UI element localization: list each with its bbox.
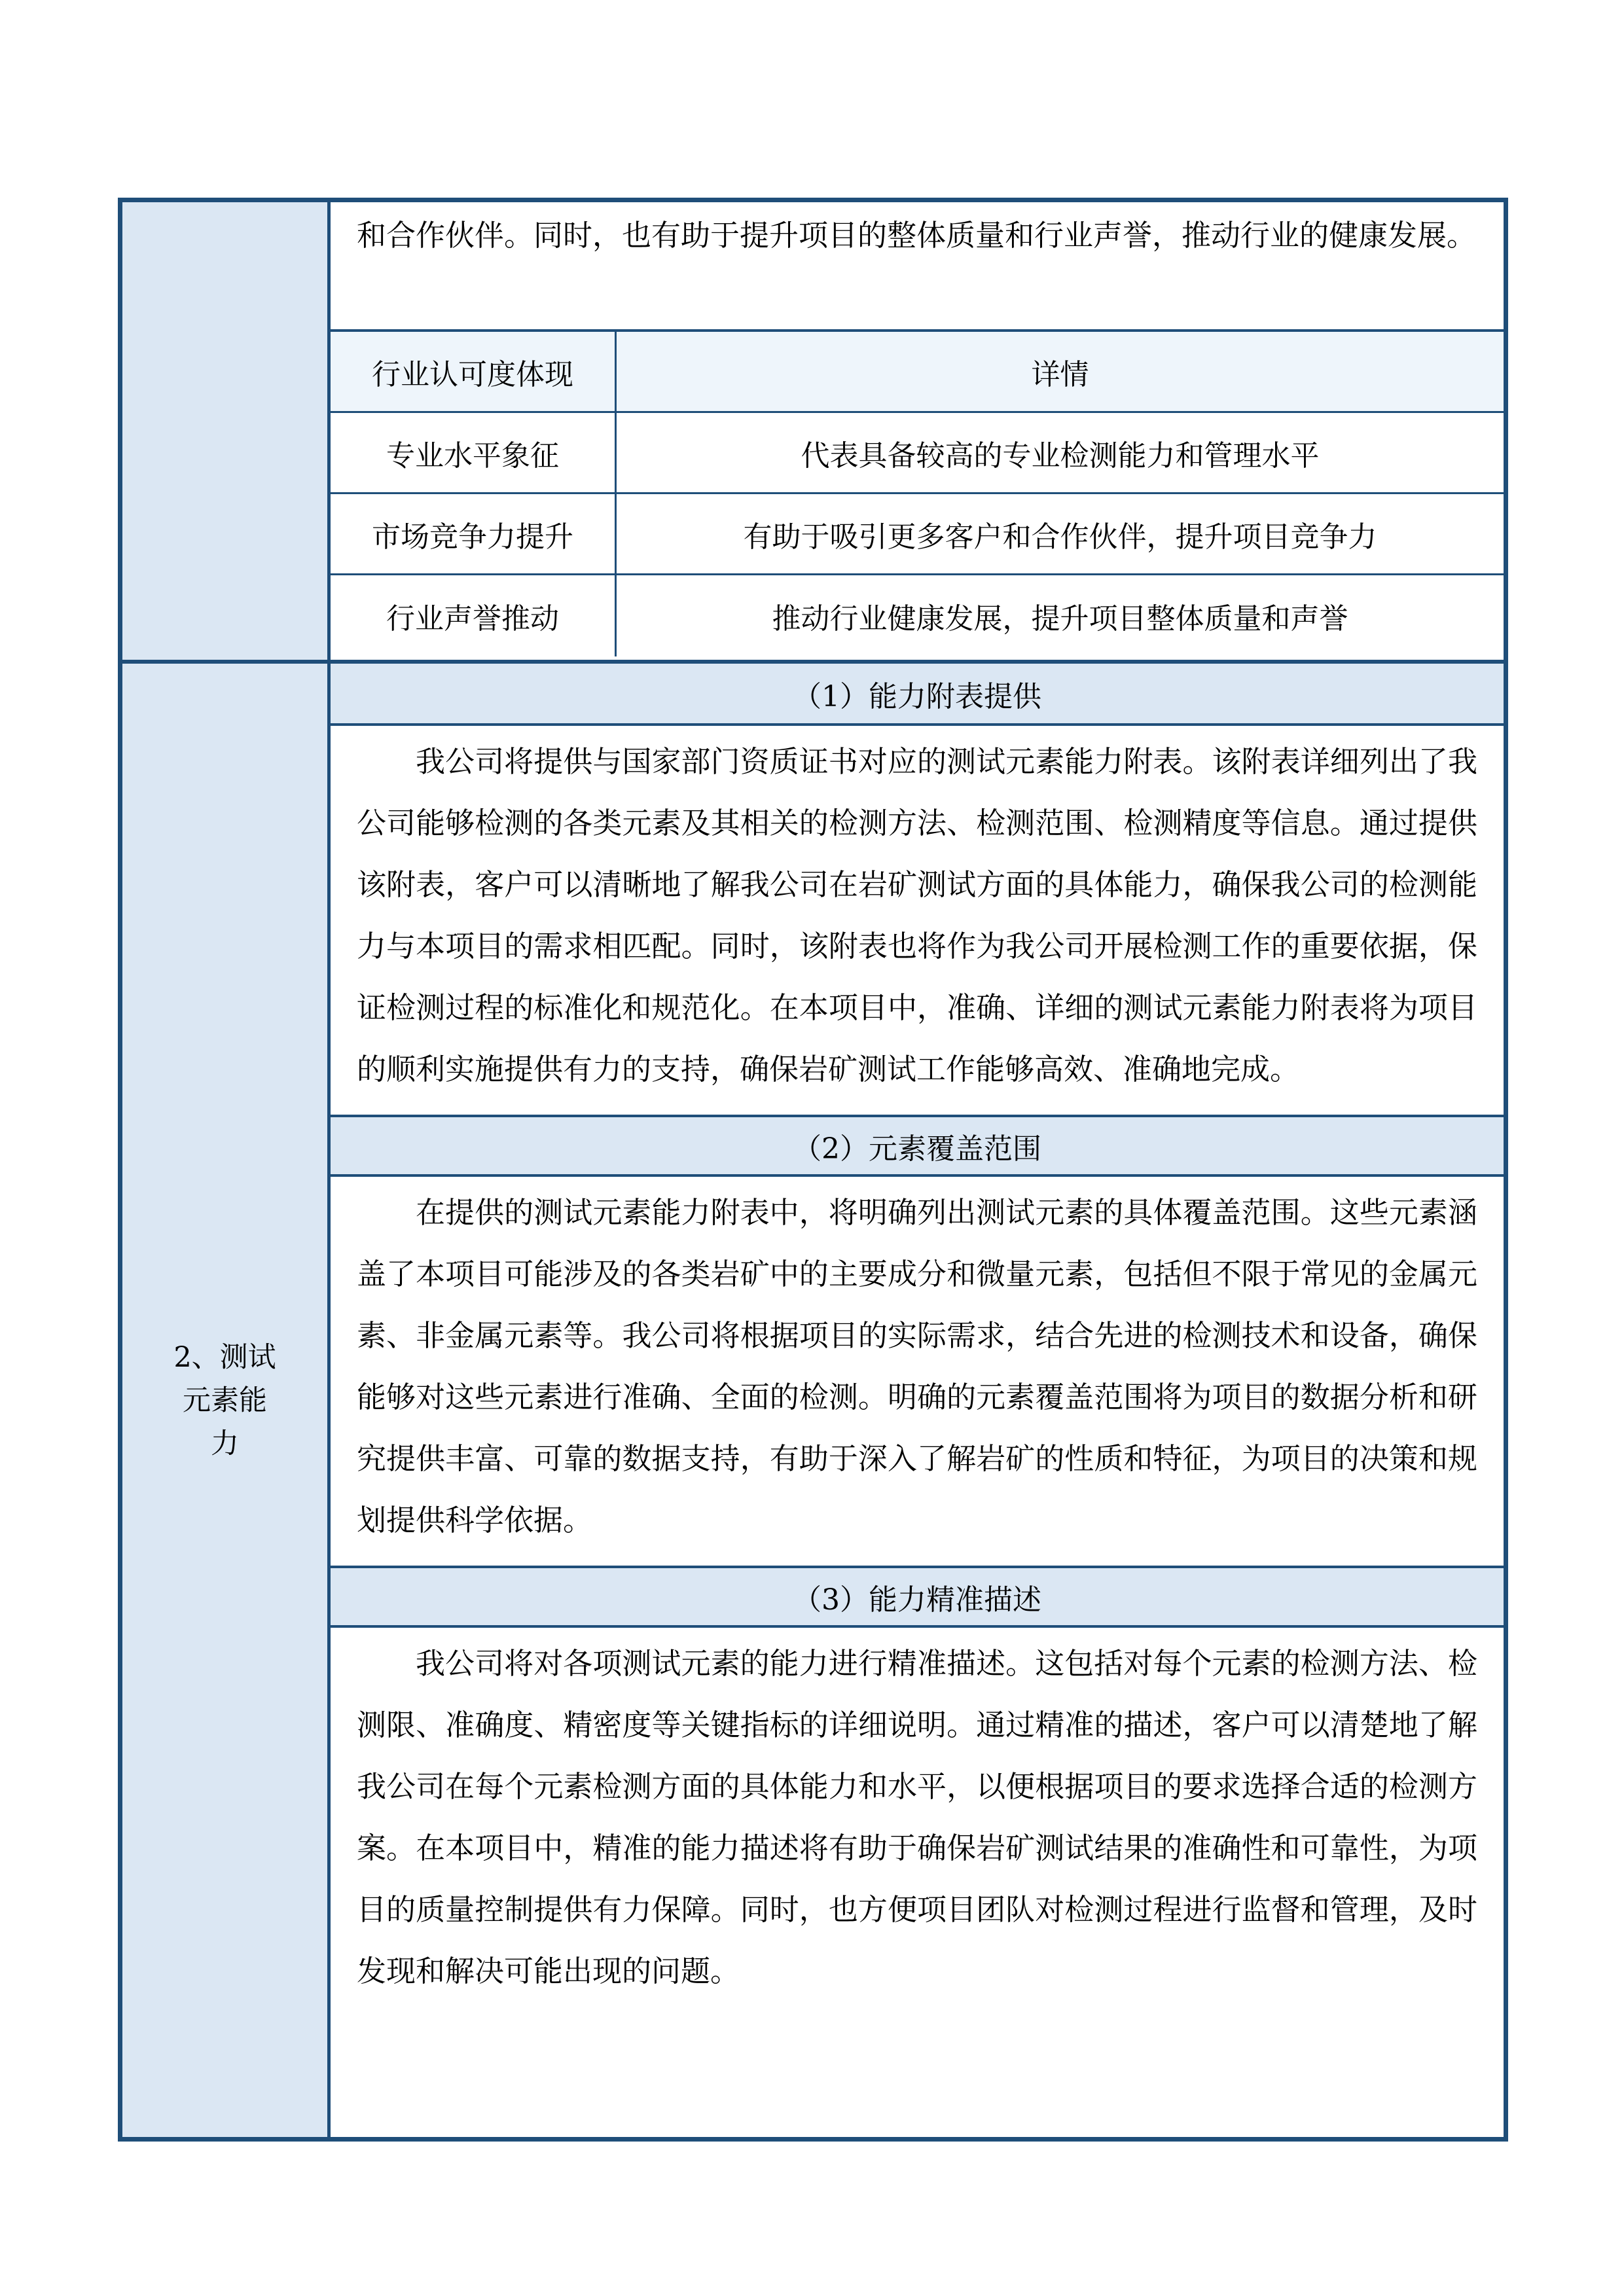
table-header-detail: 详情 xyxy=(617,332,1504,413)
table-cell: 专业水平象征 xyxy=(331,413,617,494)
continued-paragraph: 和合作伙伴。同时，也有助于提升项目的整体质量和行业声誉，推动行业的健康发展。 xyxy=(331,202,1504,332)
table-cell: 市场竞争力提升 xyxy=(331,494,617,575)
subsection-body-3: 我公司将对各项测试元素的能力进行精准描述。这包括对每个元素的检测方法、检测限、准确度、精密度等关键指标的详细说明。通过精准的描述，客户可以清楚地了解我公司在每个元素检测方面的具体能力和水平，以便根据项目的要求选择合适的检测方案。在本项目中，精准的能力描述将有助于确保岩矿测试结果的准确性和可靠性，为项目的质量控制提供有力保障。同时，也方便项目团队对检测过程进行监督和管理，及时发现和解决可能出现的问题。 xyxy=(357,1646,1477,1988)
subsection-body-1: 我公司将提供与国家部门资质证书对应的测试元素能力附表。该附表详细列出了我公司能够检测的各类元素及其相关的检测方法、检测范围、检测精度等信息。通过提供该附表，客户可以清晰地了解我公司在岩矿测试方面的具体能力，确保我公司的检测能力与本项目的需求相匹配。同时，该附表也将作为我公司开展检测工作的重要依据，保证检测过程的标准化和规范化。在本项目中，准确、详细的测试元素能力附表将为项目的顺利实施提供有力的支持，确保岩矿测试工作能够高效、准确地完成。 xyxy=(357,744,1477,1086)
subsection-title-2: （2）元素覆盖范围 xyxy=(331,1115,1504,1177)
row-content-top xyxy=(331,202,1504,664)
subsection-title-1: （1）能力附表提供 xyxy=(331,664,1504,726)
section-label: 2、测试元素能力 xyxy=(173,1340,276,1460)
table-cell: 行业声誉推动 xyxy=(331,575,617,656)
recognition-table xyxy=(331,332,1504,656)
content-table xyxy=(118,198,1508,2142)
table-cell: 推动行业健康发展，提升项目整体质量和声誉 xyxy=(772,602,1348,636)
subsection-title-3: （3）能力精准描述 xyxy=(331,1566,1504,1628)
table-header-aspect: 行业认可度体现 xyxy=(331,332,617,413)
table-cell: 代表具备较高的专业检测能力和管理水平 xyxy=(617,413,1504,494)
row-content-bottom xyxy=(331,664,1504,2137)
row-label-top xyxy=(122,202,331,664)
table-cell: 有助于吸引更多客户和合作伙伴，提升项目竞争力 xyxy=(617,494,1504,575)
subsection-body-2: 在提供的测试元素能力附表中，将明确列出测试元素的具体覆盖范围。这些元素涵盖了本项目可能涉及的各类岩矿中的主要成分和微量元素，包括但不限于常见的金属元素、非金属元素等。我公司将根据项目的实际需求，结合先进的检测技术和设备，确保能够对这些元素进行准确、全面的检测。明确的元素覆盖范围将为项目的数据分析和研究提供丰富、可靠的数据支持，有助于深入了解岩矿的性质和特征，为项目的决策和规划提供科学依据。 xyxy=(357,1195,1477,1537)
row-label-bottom xyxy=(122,664,331,2137)
